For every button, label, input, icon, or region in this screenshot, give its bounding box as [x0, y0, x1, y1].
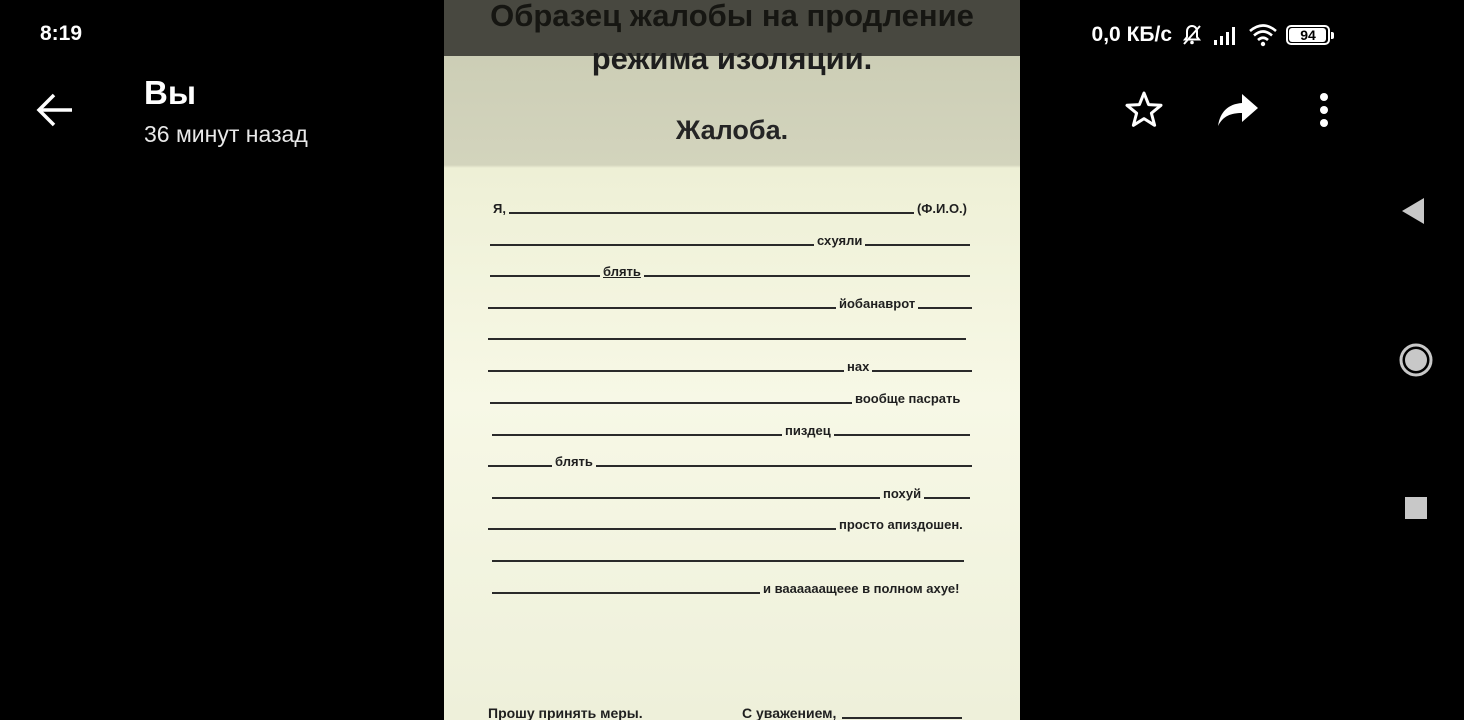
more-vert-icon [1318, 90, 1330, 130]
footer-regards: С уважением, [742, 705, 837, 720]
network-speed: 0,0 КБ/с [1091, 23, 1172, 46]
form-row [492, 579, 970, 595]
form-word: пиздец [785, 423, 831, 438]
battery-level: 94 [1300, 27, 1316, 43]
sent-time: 36 минут назад [144, 121, 308, 147]
back-arrow-icon [34, 90, 78, 130]
form-word: похуй [883, 486, 922, 501]
form-row [490, 231, 970, 247]
nav-recents-button[interactable] [1392, 494, 1438, 529]
back-button[interactable] [34, 90, 78, 130]
battery-icon [1286, 25, 1330, 45]
signal-icon [1212, 24, 1240, 46]
form-word: блять [555, 454, 593, 469]
document-heading: Жалоба. [675, 115, 789, 145]
form-row [488, 294, 972, 310]
form-word: нах [847, 359, 870, 374]
form-word: (Ф.И.О.) [916, 201, 967, 216]
form-row [490, 389, 972, 405]
form-row [490, 262, 970, 278]
form-word: йобанаврот [839, 296, 916, 311]
footer-signature [742, 705, 962, 720]
form-row [492, 547, 970, 563]
form-row [488, 515, 972, 531]
status-time: 8:19 [40, 22, 83, 45]
share-icon [1216, 92, 1260, 128]
form-row [492, 421, 970, 437]
nav-back-button[interactable] [1392, 194, 1436, 233]
form-word: блять [603, 264, 641, 279]
sender-name: Вы [144, 74, 197, 111]
form-row [488, 452, 972, 468]
form-word: вообще пасрать [855, 391, 961, 406]
document-title-line1: Образец жалобы на продление [490, 0, 974, 33]
form-word: и ваааааащеее в полном ахуе! [763, 581, 960, 596]
nav-home-icon [1392, 340, 1438, 380]
mute-bell-icon [1180, 23, 1204, 47]
form-word: просто апиздошен. [839, 517, 963, 532]
wifi-icon [1248, 23, 1278, 47]
status-icons [1092, 22, 1330, 48]
nav-back-icon [1392, 194, 1436, 228]
footer-request: Прошу принять меры. [488, 705, 643, 720]
share-button[interactable] [1216, 88, 1260, 132]
form-row [490, 199, 970, 215]
nav-home-button[interactable] [1392, 340, 1438, 385]
photo-viewer-image[interactable] [444, 0, 1020, 720]
nav-recents-icon [1392, 494, 1438, 524]
form-row [488, 357, 972, 373]
form-row [488, 325, 972, 341]
document-title-line2: режима изоляции. [591, 41, 873, 76]
form-row [492, 484, 970, 500]
form-word: Я, [493, 201, 506, 216]
star-button[interactable] [1122, 88, 1166, 132]
more-button[interactable] [1302, 88, 1346, 132]
star-icon [1124, 90, 1164, 130]
form-word: схуяли [817, 233, 863, 248]
